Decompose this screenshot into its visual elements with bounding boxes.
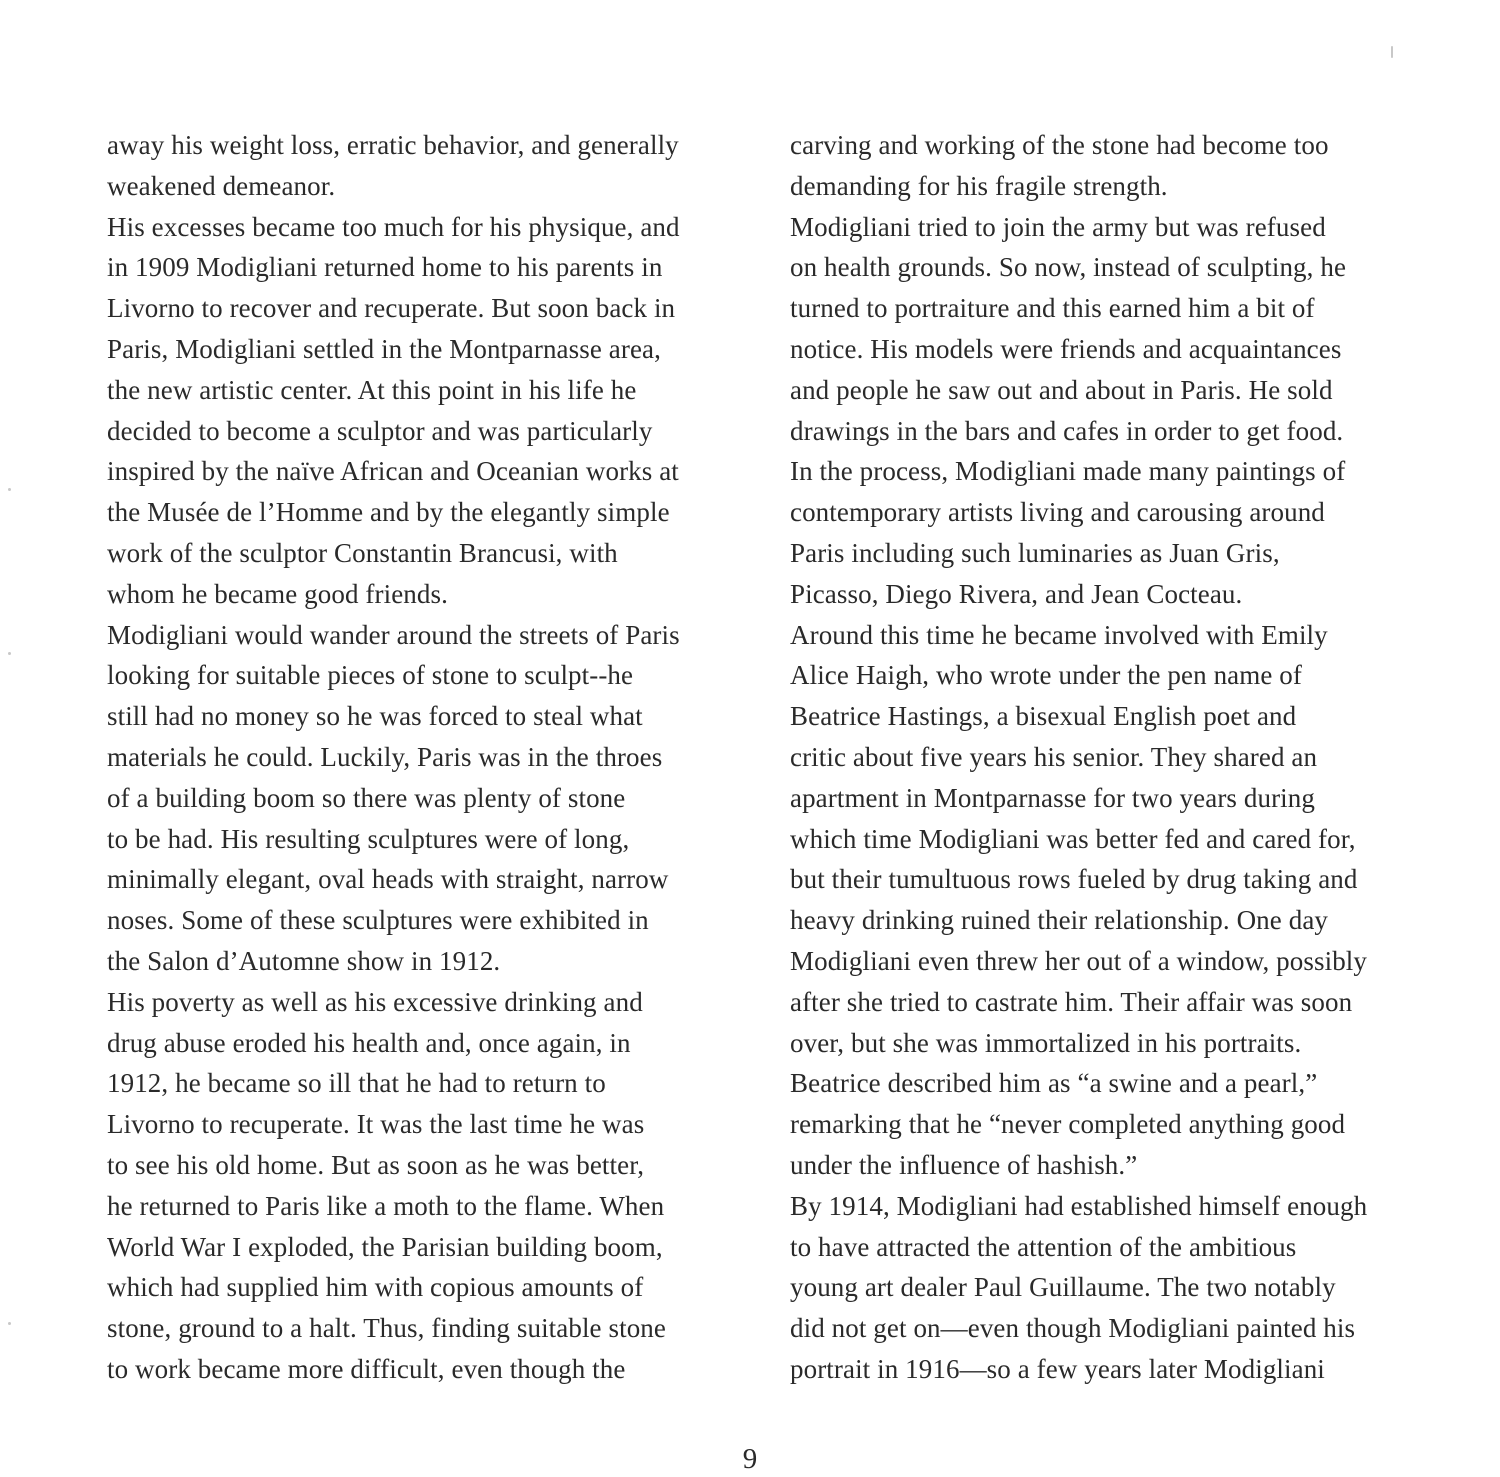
text-line: carving and working of the stone had become too <box>790 130 1329 160</box>
text-line: to have attracted the attention of the ambitious <box>790 1231 1297 1262</box>
scan-speck <box>8 488 11 491</box>
text-line: Modigliani would wander around the streets of Paris <box>107 619 680 650</box>
text-line: in 1909 Modigliani returned home to his parents in <box>107 252 663 283</box>
text-line: on health grounds. So now, instead of sculpting, he <box>790 252 1347 283</box>
text-line: still had no money so he was forced to steal what <box>107 701 643 732</box>
text-line: materials he could. Luckily, Paris was in the throes <box>107 741 663 772</box>
text-line: young art dealer Paul Guillaume. The two notably <box>790 1272 1336 1303</box>
scan-speck <box>8 652 11 655</box>
text-line: His poverty as well as his excessive drinking and <box>107 986 643 1017</box>
text-line: over, but she was immortalized in his portraits. <box>790 1027 1302 1058</box>
text-line: whom he became good friends. <box>107 578 448 609</box>
text-line: which time Modigliani was better fed and cared for, <box>790 823 1356 854</box>
text-line: heavy drinking ruined their relationship. One day <box>790 905 1329 936</box>
text-line: drawings in the bars and cafes in order to get food. <box>790 415 1344 446</box>
text-line: of a building boom so there was plenty of stone <box>107 782 626 813</box>
text-line: looking for suitable pieces of stone to sculpt--he <box>107 660 634 691</box>
right-text-column <box>790 125 1450 1390</box>
text-line: Beatrice described him as “a swine and a pearl,” <box>790 1068 1318 1099</box>
text-line: Picasso, Diego Rivera, and Jean Cocteau. <box>790 578 1243 609</box>
text-line: Modigliani tried to join the army but was refused <box>790 211 1326 242</box>
text-line: In the process, Modigliani made many paintings of <box>790 456 1346 487</box>
text-line: the new artistic center. At this point in his life he <box>107 374 637 405</box>
text-line: Around this time he became involved with Emily <box>790 619 1328 650</box>
text-line: did not get on—even though Modigliani painted his <box>790 1313 1356 1344</box>
text-line: to be had. His resulting sculptures were of long, <box>107 823 630 854</box>
text-line: Paris including such luminaries as Juan Gris, <box>790 537 1280 568</box>
text-line: apartment in Montparnasse for two years during <box>790 782 1315 813</box>
text-line: Livorno to recover and recuperate. But soon back in <box>107 293 676 324</box>
text-line: away his weight loss, erratic behavior, and generally <box>107 130 679 160</box>
text-line: under the influence of hashish.” <box>790 1149 1138 1180</box>
text-line: remarking that he “never completed anything good <box>790 1109 1346 1140</box>
text-line: inspired by the naïve African and Oceanian works at <box>107 456 679 487</box>
text-line: notice. His models were friends and acquaintances <box>790 333 1342 364</box>
text-line: the Salon d’Automne show in 1912. <box>107 945 501 976</box>
text-line: weakened demeanor. <box>107 170 336 201</box>
text-line: to see his old home. But as soon as he was better, <box>107 1149 645 1180</box>
text-line: contemporary artists living and carousing around <box>790 497 1325 528</box>
text-line: he returned to Paris like a moth to the flame. When <box>107 1190 665 1221</box>
text-line: to work became more difficult, even though the <box>107 1353 626 1384</box>
text-line: minimally elegant, oval heads with straight, narrow <box>107 864 669 895</box>
text-line: critic about five years his senior. They shared an <box>790 741 1318 772</box>
text-line: but their tumultuous rows fueled by drug taking and <box>790 864 1358 895</box>
text-line: Modigliani even threw her out of a window, possibly <box>790 945 1368 976</box>
text-line: His excesses became too much for his physique, and <box>107 211 680 242</box>
text-line: Paris, Modigliani settled in the Montparnasse area, <box>107 333 661 364</box>
page-number: 9 <box>742 1443 758 1475</box>
text-line: Beatrice Hastings, a bisexual English poet and <box>790 701 1297 732</box>
text-line: noses. Some of these sculptures were exhibited in <box>107 905 649 936</box>
left-text-column <box>107 125 767 1390</box>
text-line: portrait in 1916—so a few years later Modigliani <box>790 1353 1325 1384</box>
text-line: World War I exploded, the Parisian building boom, <box>107 1231 663 1262</box>
scan-speck <box>8 1322 11 1325</box>
text-line: which had supplied him with copious amounts of <box>107 1272 644 1303</box>
text-line: the Musée de l’Homme and by the elegantly simple <box>107 497 670 528</box>
text-line: Alice Haigh, who wrote under the pen name of <box>790 660 1302 691</box>
text-line: Livorno to recuperate. It was the last time he was <box>107 1109 645 1140</box>
text-line: and people he saw out and about in Paris. He sold <box>790 374 1333 405</box>
text-line: By 1914, Modigliani had established himself enough <box>790 1190 1368 1221</box>
text-line: decided to become a sculptor and was particularly <box>107 415 653 446</box>
text-line: after she tried to castrate him. Their affair was soon <box>790 986 1353 1017</box>
text-line: 1912, he became so ill that he had to return to <box>107 1068 606 1099</box>
text-line: stone, ground to a halt. Thus, finding suitable stone <box>107 1313 666 1344</box>
scan-speck <box>1391 46 1393 58</box>
text-line: turned to portraiture and this earned him a bit of <box>790 293 1315 324</box>
text-line: drug abuse eroded his health and, once again, in <box>107 1027 631 1058</box>
text-line: work of the sculptor Constantin Brancusi, with <box>107 537 618 568</box>
text-line: demanding for his fragile strength. <box>790 170 1168 201</box>
